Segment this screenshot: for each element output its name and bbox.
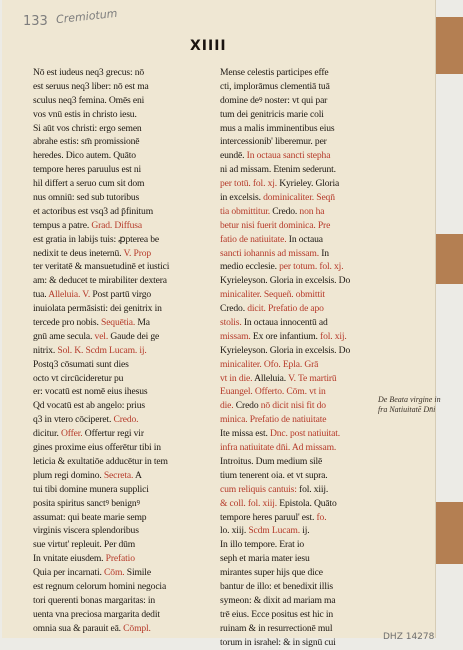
left-column-line: [33, 483, 203, 497]
left-column-line: [33, 80, 203, 94]
rubric-text: dicit. Prefatio de apo: [244, 303, 324, 315]
left-text-column: [33, 66, 203, 636]
left-column-line: [33, 135, 203, 149]
right-column-line: [220, 594, 392, 608]
body-text: uenta vna preciosa margarita dedit: [33, 608, 160, 620]
right-column-line: [220, 330, 392, 344]
rubric-text: Alleluia. V.: [46, 289, 91, 301]
body-text: sculus neq3 femina. Omēs eni: [33, 94, 145, 106]
rubric-text: tia obmittitur.: [220, 205, 270, 217]
body-text: tum dei genitricis marie coli: [220, 108, 324, 120]
right-column-line: [220, 469, 392, 483]
rubric-text: V. Te martirū: [286, 372, 337, 384]
body-text: domine deꝰ noster: vt qui par: [220, 94, 328, 106]
body-text: Ex ore infantium.: [250, 330, 318, 342]
body-text: est gratia in labijs tuis: ꝓpterea be: [33, 233, 160, 245]
right-column-line: [220, 135, 392, 149]
rubric-text: Sequētia.: [98, 317, 136, 329]
left-column-line: [33, 330, 203, 344]
rubric-text: fol. xij.: [317, 330, 347, 342]
body-text: intercessionib' liberemur. per: [220, 136, 327, 148]
left-column-line: [33, 524, 203, 538]
body-text: tium tenerent oia. et vt supra.: [220, 469, 328, 481]
body-text: tua.: [33, 289, 47, 301]
rubric-text: cum reliquis cantuis:: [220, 483, 297, 495]
right-column-line: [220, 219, 392, 233]
right-column-line: [220, 427, 392, 441]
rubric-text: sancti iohannis ad missam.: [220, 247, 319, 259]
rubric-text: Secreta.: [101, 469, 134, 481]
right-column-line: [220, 636, 392, 650]
body-text: Etenim sederunt.: [271, 164, 336, 176]
rubric-text: Cōmpl.: [120, 622, 151, 634]
body-text: Credo.: [220, 303, 245, 315]
body-text: q3 in vtero cōciperet.: [33, 414, 112, 426]
left-column-line: [33, 469, 203, 483]
left-column-line: [33, 511, 203, 525]
body-text: Credo.: [269, 205, 298, 217]
body-text: octo vt circūcideretur pu: [33, 372, 124, 384]
left-column-line: [33, 233, 203, 247]
left-column-line: [33, 247, 203, 261]
left-column-line: [33, 608, 203, 622]
left-column-line: [33, 191, 203, 205]
rubric-text: nō dicit nisi fit do: [258, 400, 326, 412]
body-text: nus omniū: sed sub tutoribus: [33, 192, 140, 204]
left-column-line: [33, 385, 203, 399]
left-column-line: [33, 427, 203, 441]
body-text: torum in israhel: & in signū cui: [220, 636, 336, 648]
body-text: eundē.: [220, 150, 245, 162]
rubric-text: per totū. fol. xj.: [220, 178, 277, 190]
right-column-line: [220, 580, 392, 594]
right-column-line: [220, 122, 392, 136]
right-column-line: [220, 205, 392, 219]
body-text: est seruus neq3 liber: nō est ma: [33, 80, 149, 92]
left-column-line: [33, 622, 203, 636]
body-text: vos vnū estis in christo iesu.: [33, 108, 137, 120]
left-column-line: [33, 538, 203, 552]
left-column-line: [33, 413, 203, 427]
left-column-line: [33, 122, 203, 136]
body-text: dicitur.: [33, 428, 59, 440]
rubric-text: dominicaliter. Seqn̄: [260, 192, 335, 204]
body-text: Post partū virgo: [90, 289, 152, 301]
left-column-line: [33, 552, 203, 566]
body-text: medio ecclesie.: [220, 261, 277, 273]
right-column-line: [220, 344, 392, 358]
rubric-text: Grad. Diffusa: [89, 219, 142, 231]
body-text: Kyrieley. Gloria: [277, 178, 340, 190]
left-column-line: [33, 288, 203, 302]
rubric-text: fatio de natiuitate.: [220, 233, 287, 245]
rubric-text: betur nisi fuerit dominica. Pre: [220, 219, 331, 231]
body-text: Credo: [233, 400, 259, 412]
rubric-text: minicaliter. Ofo. Epla. Grā: [220, 358, 319, 370]
left-column-line: [33, 149, 203, 163]
body-text: In octaua innocentū ad: [241, 317, 328, 329]
right-column-line: [220, 483, 392, 497]
rubric-text: Euangel. Offerto. Cōm. vt in: [220, 386, 326, 398]
body-text: Kyrieleyson. Gloria in excelsis. Do: [220, 344, 351, 356]
body-text: plum regi domino.: [33, 469, 102, 481]
right-column-line: [220, 191, 392, 205]
body-text: In octaua: [286, 233, 323, 245]
mounting-tab-middle: [436, 234, 463, 284]
running-head: XIIII: [190, 38, 227, 54]
rubric-text: per totum. fol. xj.: [276, 261, 344, 273]
body-text: est regnum celorum homini negocia: [33, 580, 167, 592]
right-column-line: [220, 455, 392, 469]
body-text: bantur de illo: et benedixit illis: [220, 580, 333, 592]
body-text: Postq3 cōsumati sunt dies: [33, 358, 129, 370]
left-column-line: [33, 66, 203, 80]
body-text: tori querenti bonas margaritas: in: [33, 594, 156, 606]
right-column-line: [220, 497, 392, 511]
body-text: am: & deducet te mirabiliter dextera: [33, 275, 167, 287]
margin-note-line-1: De Beata virgine in: [378, 395, 441, 404]
left-column-line: [33, 399, 203, 413]
body-text: mus a malis imminentibus eius: [220, 122, 335, 134]
body-text: nitrix.: [33, 344, 56, 356]
body-text: In illo tempore. Erat io: [220, 539, 305, 551]
body-text: abrahe estis: sm̄ promissionē: [33, 136, 140, 148]
body-text: sue virtut' repleuit. Per dūm: [33, 539, 136, 551]
right-column-line: [220, 385, 392, 399]
margin-note-line-2: fra Natiuitatē Dn̄i: [378, 405, 436, 414]
body-text: Ite missa est.: [220, 428, 268, 440]
right-column-line: [220, 413, 392, 427]
mounting-tab-top: [436, 17, 463, 74]
body-text: in excelsis.: [220, 192, 261, 204]
body-text: cti, implorāmus clementiā tuā: [220, 80, 330, 92]
body-text: mirantes super hijs que dice: [220, 567, 323, 579]
right-column-line: [220, 288, 392, 302]
body-text: In: [318, 247, 329, 259]
body-text: et actoribus est vsq3 ad p̄finitum: [33, 205, 154, 217]
rubric-text: Dnc. post natiuitat.: [267, 428, 340, 440]
left-column-line: [33, 94, 203, 108]
left-column-line: [33, 219, 203, 233]
left-column-line: [33, 594, 203, 608]
right-column-line: [220, 511, 392, 525]
rubric-text: non ha: [297, 205, 325, 217]
body-text: tui tibi domine munera supplici: [33, 483, 149, 495]
left-column-line: [33, 566, 203, 580]
rubric-text: Credo.: [111, 414, 139, 426]
rubric-text: minicaliter. Sequeñ. obmittit: [220, 289, 325, 301]
body-text: trē eius. Ecce positus est hic in: [220, 608, 334, 620]
body-text: Ma: [135, 317, 150, 329]
body-text: Gaude dei ge: [108, 330, 160, 342]
right-column-line: [220, 274, 392, 288]
left-column-line: [33, 163, 203, 177]
right-column-line: [220, 566, 392, 580]
body-text: Dum medium silē: [253, 455, 323, 467]
right-column-line: [220, 552, 392, 566]
rubric-text: Offer.: [58, 428, 83, 440]
body-text: seph et maria mater iesu: [220, 553, 310, 565]
left-column-line: [33, 358, 203, 372]
body-text: Si aūt vos christi: ergo semen: [33, 122, 142, 134]
left-column-line: [33, 260, 203, 274]
left-column-line: [33, 580, 203, 594]
left-column-line: [33, 274, 203, 288]
rubric-text: fo.: [314, 511, 327, 523]
left-column-line: [33, 316, 203, 330]
body-text: hil differt a seruo cum sit dom: [33, 178, 145, 190]
body-text: fol. xiij.: [296, 483, 329, 495]
right-column-line: [220, 316, 392, 330]
body-text: symeon: & dixit ad mariam ma: [220, 594, 336, 606]
body-text: tempore heres paruulus est ni: [33, 164, 142, 176]
rubric-text: Sol. K. Scdm Lucam. ij.: [55, 344, 147, 356]
right-column-line: [220, 260, 392, 274]
right-column-line: [220, 233, 392, 247]
left-column-line: [33, 302, 203, 316]
catalog-stamp: DHZ 14278: [383, 632, 435, 642]
rubric-text: infra natiuitate dn̄i. Ad missam.: [220, 442, 337, 454]
right-column-line: [220, 163, 392, 177]
rubric-text: vt in die.: [220, 372, 253, 384]
body-text: Mense celestis participes effe: [220, 67, 329, 78]
body-text: tercede pro nobis.: [33, 317, 99, 329]
rubric-text: minica. Prefatio de natiuitate: [220, 414, 327, 426]
body-text: nedixit te deus ineternū.: [33, 247, 122, 259]
rubric-text: stolis.: [220, 317, 242, 329]
pencil-folio-number: 133: [23, 14, 48, 29]
body-text: tempus a patre.: [33, 219, 90, 231]
right-column-line: [220, 441, 392, 455]
rubric-text: Scdm Lucam.: [246, 525, 300, 537]
body-text: Epistola. Quāto: [277, 497, 337, 509]
right-text-column: [220, 66, 392, 649]
left-column-line: [33, 372, 203, 386]
right-column-line: [220, 538, 392, 552]
body-text: leticia & exultatiōe adducētur in tem: [33, 455, 168, 467]
rubric-text: vel.: [92, 330, 109, 342]
right-column-line: [220, 94, 392, 108]
body-text: Offertur regi vir: [82, 428, 144, 440]
body-text: omnia sua & parauit eā.: [33, 622, 121, 634]
body-text: Qd vocatū est ab angelo: prius: [33, 400, 145, 412]
left-column-line: [33, 455, 203, 469]
right-column-line: [220, 399, 392, 413]
body-text: A: [133, 469, 142, 481]
right-column-line: [220, 108, 392, 122]
right-column-line: [220, 80, 392, 94]
right-column-line: [220, 177, 392, 191]
body-text: lo. xiij.: [220, 525, 247, 537]
right-column-line: [220, 66, 392, 80]
left-column-line: [33, 441, 203, 455]
body-text: ter veritatē & mansuetudinē et iustici: [33, 261, 170, 273]
rubric-text: & coll. fol. xiij.: [220, 497, 277, 509]
right-column-line: [220, 149, 392, 163]
left-column-line: [33, 205, 203, 219]
body-text: In vnitate eiusdem.: [33, 553, 104, 565]
body-text: er: vocatū est nomē eius ihesus: [33, 386, 148, 398]
body-text: Kyrieleyson. Gloria in excelsis. Do: [220, 275, 351, 287]
left-column-line: [33, 497, 203, 511]
rubric-text: Cōm.: [101, 567, 125, 579]
body-text: Introitus.: [220, 455, 254, 467]
right-column-line: [220, 247, 392, 261]
right-column-line: [220, 358, 392, 372]
body-text: Nō est iudeus neq3 grecus: nō: [33, 67, 145, 78]
rubric-text: V. Prop: [121, 247, 152, 259]
right-column-line: [220, 524, 392, 538]
body-text: Quia per incarnati.: [33, 567, 102, 579]
rubric-text: Prefatio: [103, 553, 135, 565]
right-column-line: [220, 622, 392, 636]
body-text: ni ad missam.: [220, 164, 272, 176]
body-text: Alleluia.: [252, 372, 287, 384]
body-text: heredes. Dico autem. Quāto: [33, 150, 136, 162]
rubric-text: die.: [220, 400, 234, 412]
right-column-line: [220, 608, 392, 622]
right-column-line: [220, 372, 392, 386]
mounting-tab-bottom: [436, 502, 463, 564]
body-text: ruinam & in resurrectionē mul: [220, 622, 333, 634]
body-text: posita spiritus sanctꝰ benignꝰ: [33, 497, 141, 509]
body-text: assumat: qui beate marie semp: [33, 511, 147, 523]
right-column-line: [220, 302, 392, 316]
body-text: virginis viscera splendoribus: [33, 525, 139, 537]
body-text: gines proxime eius offerētur tibi in: [33, 442, 161, 454]
pencil-folio-note: Cremiotum: [55, 6, 118, 27]
body-text: Simile: [124, 567, 151, 579]
body-text: tempore heres paruul' est.: [220, 511, 315, 523]
body-text: ij.: [300, 525, 310, 537]
body-text: inuiolata permāsisti: dei genitrix in: [33, 303, 162, 315]
left-column-line: [33, 344, 203, 358]
rubric-text: In octaua sancti stepha: [244, 150, 331, 162]
left-column-line: [33, 177, 203, 191]
rubric-text: missam.: [220, 330, 251, 342]
left-column-line: [33, 108, 203, 122]
body-text: gnū ame secula.: [33, 330, 93, 342]
